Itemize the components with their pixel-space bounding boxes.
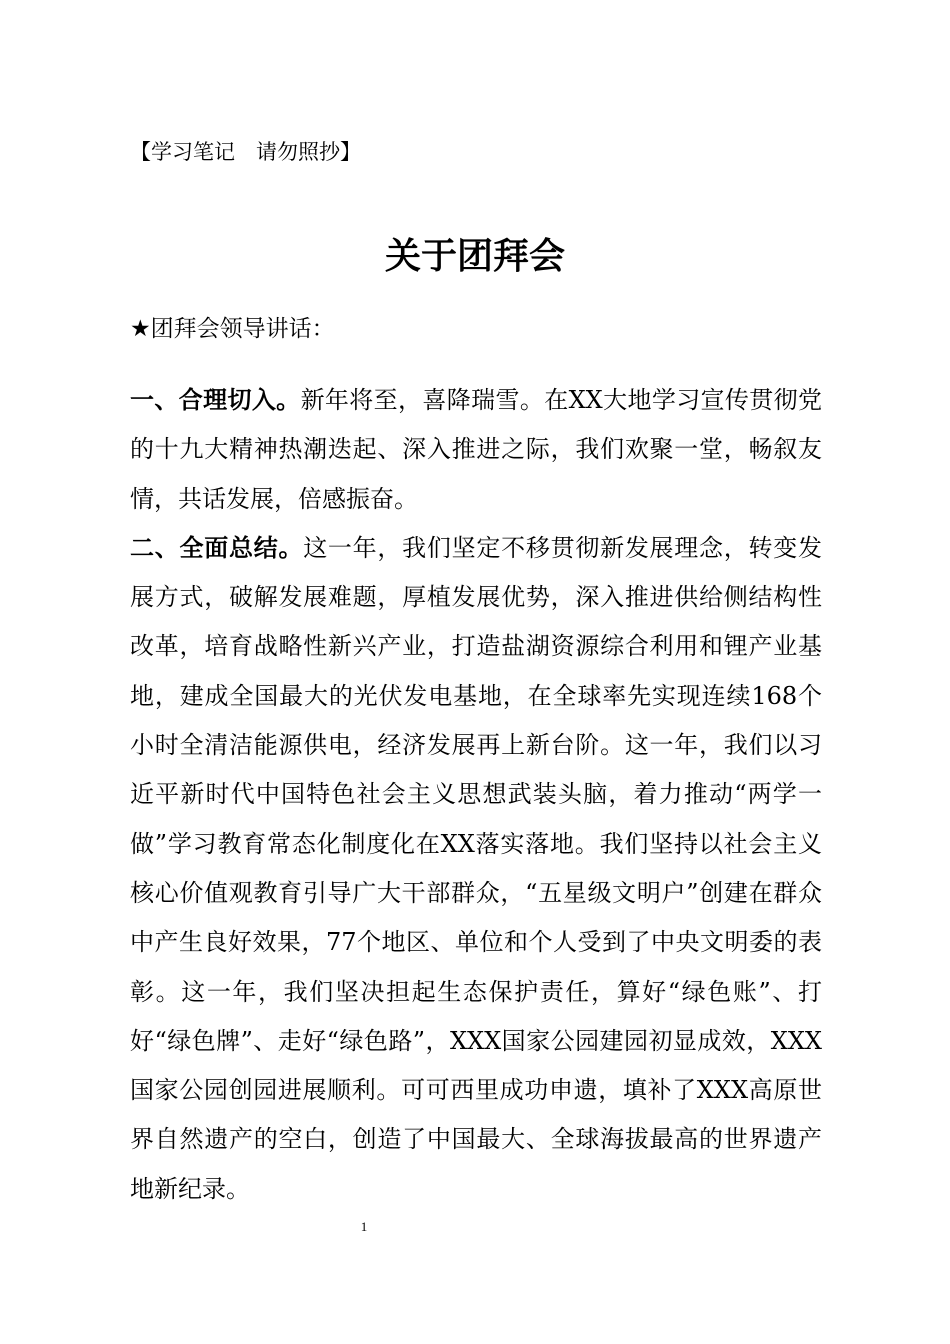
document-body xyxy=(130,376,822,1214)
page-number: 1 xyxy=(360,1219,368,1234)
section-subheading: ★团拜会领导讲话： xyxy=(130,316,335,342)
paragraph-opening xyxy=(130,376,822,524)
paragraph-summary xyxy=(130,524,822,1214)
paragraph-lead: 二、全面总结。 xyxy=(130,533,304,562)
paragraph-lead: 一、合理切入。 xyxy=(130,386,301,414)
study-note-label: 【学习笔记 请勿照抄】 xyxy=(130,140,361,164)
paragraph-text: 这一年，我们坚定不移贯彻新发展理念，转变发展方式，破解发展难题，厚植发展优势，深入推进供给侧结构性改革，培育战略性新兴产业，打造盐湖资源综合利用和锂产业基地，建成全国最大的光伏发电基地，在全球率先实现连续168个小时全清洁能源供电，经济发展再上新台阶。这一年，我们以习近平新时代中国特色社会主义思想武装头脑，着力推动“两学一做”学习教育常态化制度化在XX落实落地。我们坚持以社会主义核心价值观教育引导广大干部群众，“五星级文明户”创建在群众中产生良好效果，77个地区、单位和个人受到了中央文明委的表彰。这一年，我们坚决担起生态保护责任，算好“绿色账”、打好“绿色牌”、走好“绿色路”，XXX国家公园建园初显成效，XXX国家公园创园进展顺利。可可西里成功申遗，填补了XXX高原世界自然遗产的空白，创造了中国最大、全球海拔最高的世界遗产地新纪录。 xyxy=(130,533,823,1203)
paragraph-text: 新年将至，喜降瑞雪。在XX大地学习宣传贯彻党的十九大精神热潮迭起、深入推进之际，我们欢聚一堂，畅叙友情，共话发展，倍感振奋。 xyxy=(130,386,823,513)
document-title: 关于团拜会 xyxy=(384,235,565,277)
